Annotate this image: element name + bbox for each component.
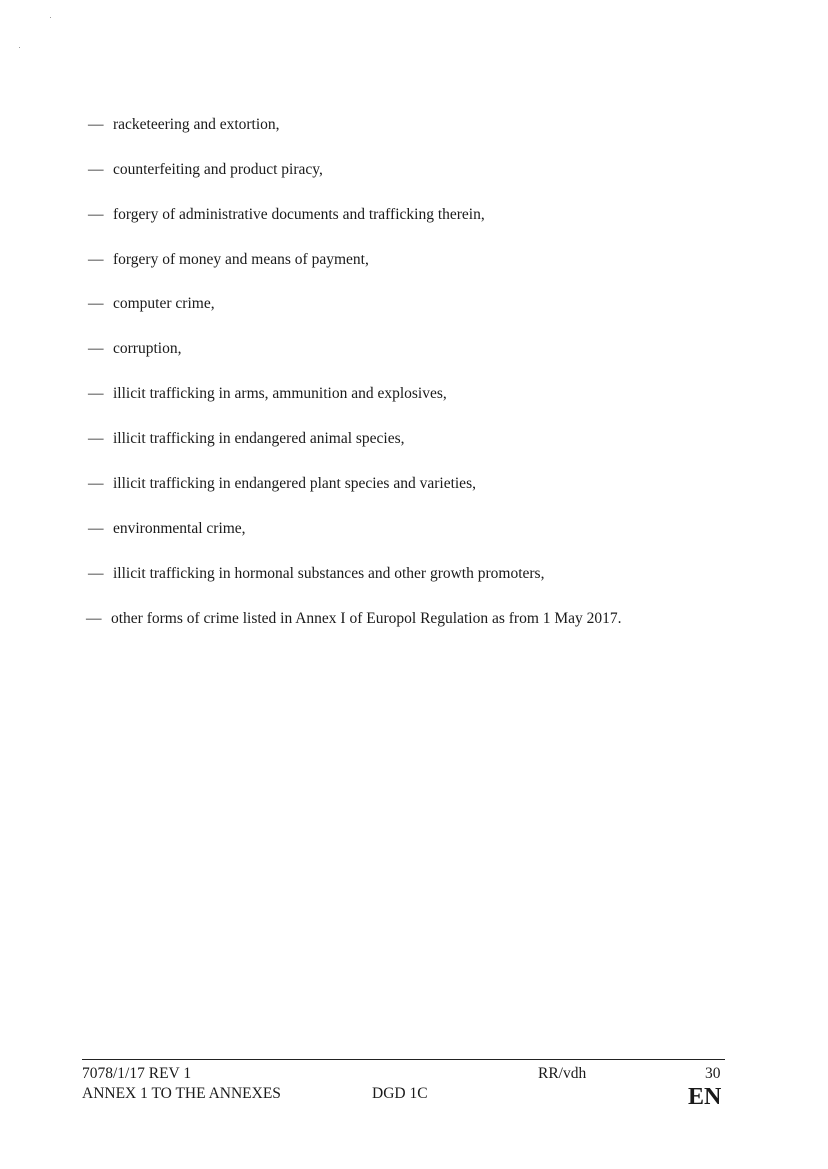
list-item [88,385,447,403]
author-initials: RR/vdh [538,1065,587,1082]
list-item [88,251,369,269]
list-item [88,161,323,179]
list-item [88,475,476,493]
list-item-text: forgery of administrative documents and trafficking therein, [113,206,485,223]
list-item-text: forgery of money and means of payment, [113,251,369,268]
page-number: 30 [705,1065,721,1082]
annex-label: ANNEX 1 TO THE ANNEXES [82,1085,281,1102]
list-item [88,565,544,583]
list-item-text: illicit trafficking in endangered plant species and varieties, [113,475,476,492]
dash-bullet: — [88,565,104,582]
dash-bullet: — [88,430,104,447]
list-item [88,116,280,134]
list-item-text: illicit trafficking in hormonal substances and other growth promoters, [113,565,545,582]
list-item-text: racketeering and extortion, [113,116,280,133]
dash-bullet: — [88,251,104,268]
footer-rule [82,1059,725,1060]
list-item [88,340,181,358]
list-item-text: counterfeiting and product piracy, [113,161,323,178]
list-item [86,610,622,628]
list-item [88,430,405,448]
dash-bullet: — [88,385,104,402]
dash-bullet: — [88,161,104,178]
directorate-code: DGD 1C [372,1085,428,1102]
list-item [88,295,215,313]
list-item-text: other forms of crime listed in Annex I of Europol Regulation as from 1 May 2017. [111,610,622,627]
dash-bullet: — [88,206,104,223]
list-item-text: computer crime, [113,295,215,312]
dash-bullet: — [88,475,104,492]
dash-bullet: — [88,295,104,312]
dash-bullet: — [88,520,104,537]
list-item-text: illicit trafficking in endangered animal species, [113,430,405,447]
list-item-text: corruption, [113,340,182,357]
dash-bullet: — [88,340,104,357]
list-item [88,206,485,224]
dash-bullet: — [86,610,102,627]
list-item-text: illicit trafficking in arms, ammunition and explosives, [113,385,447,402]
language-code: EN [688,1084,722,1110]
dash-bullet: — [88,116,104,133]
list-item-text: environmental crime, [113,520,246,537]
list-item [88,520,246,538]
document-reference: 7078/1/17 REV 1 [82,1065,192,1082]
